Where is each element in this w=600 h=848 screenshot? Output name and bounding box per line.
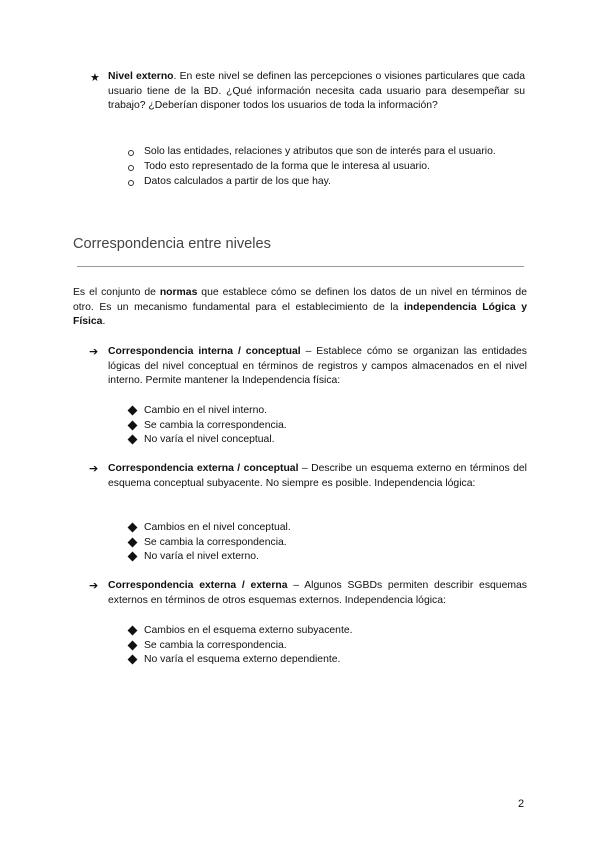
mapping-2-list xyxy=(128,521,508,565)
mapping-title: Correspondencia externa / conceptual xyxy=(108,463,299,474)
arrow-bullet-icon: ➔ xyxy=(89,580,99,592)
diamond-bullet-icon xyxy=(128,552,138,562)
arrow-bullet-icon: ➔ xyxy=(89,346,99,358)
external-level-text: . En este nivel se definen las percepciones o visiones particulares que cada usuario tiene de la BD. ¿Qué información necesita cada usuario para desempeñar su trabajo? ¿Deberían disponer todos los usuarios de toda la información? xyxy=(108,71,525,112)
list-item xyxy=(128,145,528,160)
diamond-bullet-icon xyxy=(128,640,138,650)
list-item-text: Solo las entidades, relaciones y atributos que son de interés para el usuario. xyxy=(144,146,496,157)
heading-divider xyxy=(77,266,524,267)
circle-bullet-icon xyxy=(128,180,134,186)
external-level-title: Nivel externo xyxy=(108,71,174,82)
list-item: Cambios en el nivel conceptual. xyxy=(128,521,508,536)
mapping-text: – Describe un esquema externo en términos del esquema conceptual subyacente. No siempre es posible. Independencia lógica: xyxy=(108,463,527,489)
list-item: Cambios en el esquema externo subyacente. xyxy=(128,624,508,639)
mapping-title: Correspondencia externa / externa xyxy=(108,580,288,591)
diamond-bullet-icon xyxy=(128,523,138,533)
mapping-external-external xyxy=(89,579,527,608)
arrow-bullet-icon: ➔ xyxy=(89,463,99,475)
mapping-title: Correspondencia interna / conceptual xyxy=(108,346,301,357)
intro-bold-independencia: independencia Lógica y Física xyxy=(73,301,527,328)
mapping-text: – Algunos SGBDs permiten describir esquemas externos en términos de otros esquemas externos. Independencia lógica: xyxy=(108,580,527,606)
section-heading: Correspondencia entre niveles xyxy=(73,236,271,252)
mapping-internal-conceptual xyxy=(89,345,528,389)
list-item: No varía el esquema externo dependiente. xyxy=(128,653,508,668)
list-item xyxy=(128,175,528,190)
diamond-bullet-icon xyxy=(128,626,138,636)
mapping-3-list xyxy=(128,624,508,668)
list-item: No varía el nivel conceptual. xyxy=(128,433,508,448)
list-item: Se cambia la correspondencia. xyxy=(128,639,508,654)
mapping-text: – Establece cómo se organizan las entidades lógicas del nivel conceptual en términos de registros y campos almacenados en el nivel interno. Permite mantener la Independencia física: xyxy=(108,346,528,387)
page-number: 2 xyxy=(518,798,525,810)
diamond-bullet-icon xyxy=(128,406,138,416)
circle-bullet-icon xyxy=(128,165,134,171)
list-item-text: Todo esto representado de la forma que le interesa al usuario. xyxy=(144,160,430,172)
external-level-block xyxy=(91,70,525,114)
intro-bold-normas: normas xyxy=(159,287,198,298)
external-level-paragraph xyxy=(108,70,525,114)
mapping-external-conceptual xyxy=(89,462,527,491)
list-item: Se cambia la correspondencia. xyxy=(128,419,508,434)
list-item xyxy=(128,160,528,175)
circle-bullet-icon xyxy=(128,150,134,156)
diamond-bullet-icon xyxy=(128,655,138,665)
list-item: No varía el nivel externo. xyxy=(128,550,508,565)
list-item-text: Datos calculados a partir de los que hay. xyxy=(144,175,331,187)
diamond-bullet-icon xyxy=(128,420,138,430)
list-item: Se cambia la correspondencia. xyxy=(128,536,508,551)
list-item: Cambio en el nivel interno. xyxy=(128,404,508,419)
diamond-bullet-icon xyxy=(128,435,138,445)
external-level-list xyxy=(128,145,528,189)
star-bullet-icon: ★ xyxy=(90,72,100,84)
section-intro-paragraph: Es el conjunto de normas que establece cómo se definen los datos de un nivel en términos de otro. Es un mecanismo fundamental para el establecimiento de la independencia Lógica y Física. xyxy=(73,287,527,328)
mapping-1-list xyxy=(128,404,508,448)
diamond-bullet-icon xyxy=(128,537,138,547)
